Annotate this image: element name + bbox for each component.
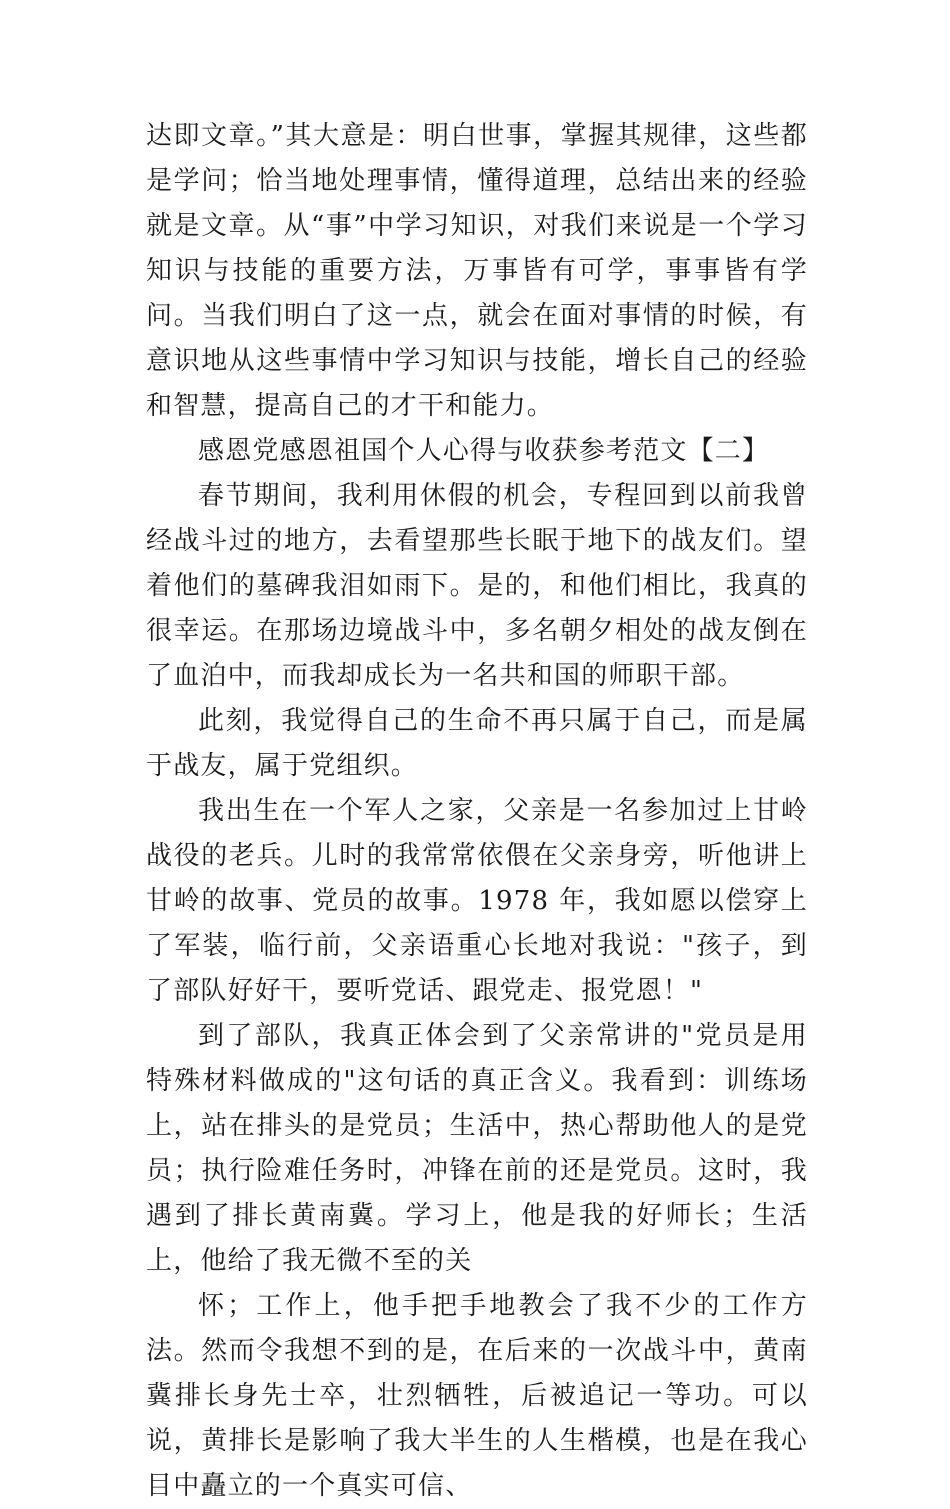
paragraph-army: 到了部队，我真正体会到了父亲常讲的"党员是用特殊材料做成的"这句话的真正含义。我看到：训练场上，站在排头的是党员；生活中，热心帮助他人的是党员；执行险难任务时，冲锋在前的还是党员。这时，我遇到了排长黄南冀。学习上，他是我的好师长；生活上，他给了我无微不至的关 xyxy=(146,1021,808,1276)
document-page xyxy=(146,114,808,1509)
section-heading: 感恩党感恩祖国个人心得与收获参考范文【二】 xyxy=(198,436,770,466)
paragraph-this-moment: 此刻，我觉得自己的生命不再只属于自己，而是属于战友，属于党组织。 xyxy=(146,706,808,781)
paragraph-spring-festival: 春节期间，我利用休假的机会，专程回到以前我曾经战斗过的地方，去看望那些长眠于地下的战友们。望着他们的墓碑我泪如雨下。是的，和他们相比，我真的很幸运。在那场边境战斗中，多名朝夕相处的战友倒在了血泊中，而我却成长为一名共和国的师职干部。 xyxy=(146,481,808,691)
paragraph-family: 我出生在一个军人之家，父亲是一名参加过上甘岭战役的老兵。儿时的我常常依偎在父亲身旁，听他讲上甘岭的故事、党员的故事。1978 年，我如愿以偿穿上了军装，临行前，父亲语重心长地对我说："孩子，到了部队好好干，要听党话、跟党走、报党恩！" xyxy=(146,796,808,1006)
paragraph-care: 怀；工作上，他手把手地教会了我不少的工作方法。然而令我想不到的是，在后来的一次战斗中，黄南冀排长身先士卒，壮烈牺牲，后被追记一等功。可以说，黄排长是影响了我大半生的人生楷模，也是在我心目中矗立的一个真实可信、 xyxy=(146,1291,808,1501)
paragraph-intro: 达即文章。”其大意是：明白世事，掌握其规律，这些都是学问；恰当地处理事情，懂得道理，总结出来的经验就是文章。从“事”中学习知识，对我们来说是一个学习知识与技能的重要方法，万事皆有可学，事事皆有学问。当我们明白了这一点，就会在面对事情的时候，有意识地从这些事情中学习知识与技能，增长自己的经验和智慧，提高自己的才干和能力。 xyxy=(146,121,808,421)
